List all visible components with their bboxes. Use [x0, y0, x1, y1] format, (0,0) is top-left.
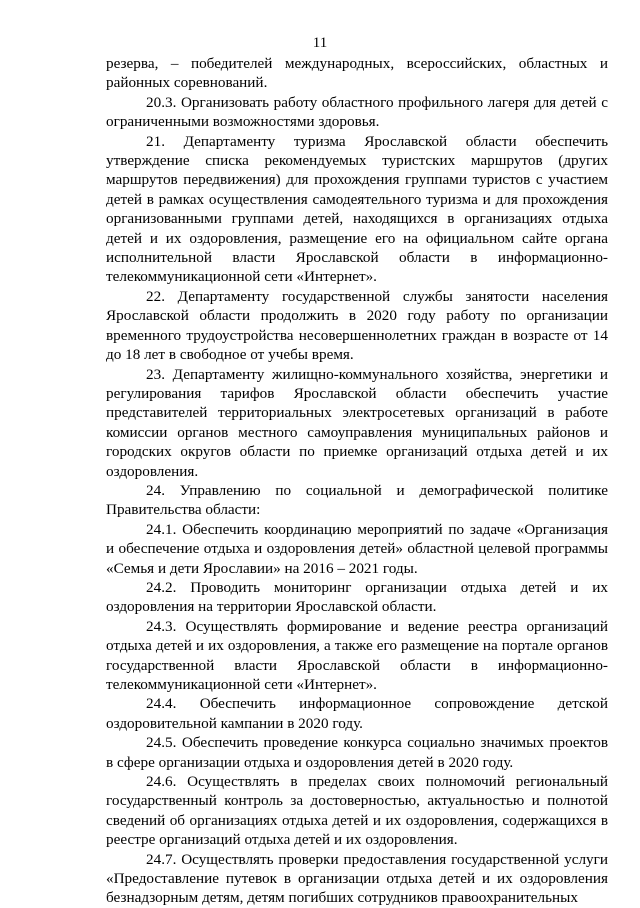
paragraph-24-6: 24.6. Осуществлять в пределах своих полномочий региональный государственный контроль за достоверностью, актуальностью и полнотой сведений об организациях отдыха детей и их оздоровления, содержащихся в реестре организаций отдыха детей и их оздоровления.: [106, 773, 608, 849]
document-body: [106, 54, 608, 908]
paragraph-24-1: 24.1. Обеспечить координацию мероприятий по задаче «Организация и обеспечение отдыха и оздоровления детей» областной целевой программы «Семья и дети Ярославии» на 2016 – 2021 годы.: [106, 520, 608, 577]
paragraph-24-7: 24.7. Осуществлять проверки предоставления государственной услуги «Предоставление путевок в организации отдыха детей и их оздоровления безнадзорным детям, детям погибших сотрудников правоохранительных: [106, 850, 608, 907]
paragraph-24-2: 24.2. Проводить мониторинг организации отдыха детей и их оздоровления на территории Ярославской области.: [106, 578, 608, 616]
paragraph-24-4: 24.4. Обеспечить информационное сопровождение детской оздоровительной кампании в 2020 году.: [106, 695, 608, 732]
page-number: 11: [312, 35, 328, 51]
paragraph-20-3: 20.3. Организовать работу областного профильного лагеря для детей с ограниченными возможностями здоровья.: [106, 93, 608, 131]
paragraph-23: 23. Департаменту жилищно-коммунального хозяйства, энергетики и регулирования тарифов Ярославской области обеспечить участие представителей территориальных электросетевых организаций в работе комиссии органов местного самоуправления муниципальных районов и городских округов области по приемке организаций отдыха детей и их оздоровления.: [106, 365, 608, 480]
paragraph-22: 22. Департаменту государственной службы занятости населения Ярославской области продолжить в 2020 году работу по организации временного трудоустройства несовершеннолетних граждан в возрасте от 14 до 18 лет в свободное от учебы время.: [106, 287, 608, 364]
paragraph-21: 21. Департаменту туризма Ярославской области обеспечить утверждение списка рекомендуемых туристских маршрутов (других маршрутов передвижения) для прохождения группами туристов с участием детей в рамках осуществления самодеятельного туризма и для прохождения организованными группами детей, находящихся в организациях отдыха детей и их оздоровления, размещение его на официальном сайте органа исполнительной власти Ярославской области в информационно-телекоммуникационной сети «Интернет».: [106, 132, 608, 286]
paragraph-24: 24. Управлению по социальной и демографической политике Правительства области:: [106, 481, 608, 519]
paragraph-24-3: 24.3. Осуществлять формирование и ведение реестра организаций отдыха детей и их оздоровления, а также его размещение на портале органов государственной власти Ярославской области в информационно-телекоммуникационной сети «Интернет».: [106, 617, 608, 693]
paragraph-continuation: резерва, – победителей международных, всероссийских, областных и районных соревнований.: [106, 55, 608, 92]
paragraph-24-5: 24.5. Обеспечить проведение конкурса социально значимых проектов в сфере организации отдыха и оздоровления детей в 2020 году.: [106, 734, 608, 771]
